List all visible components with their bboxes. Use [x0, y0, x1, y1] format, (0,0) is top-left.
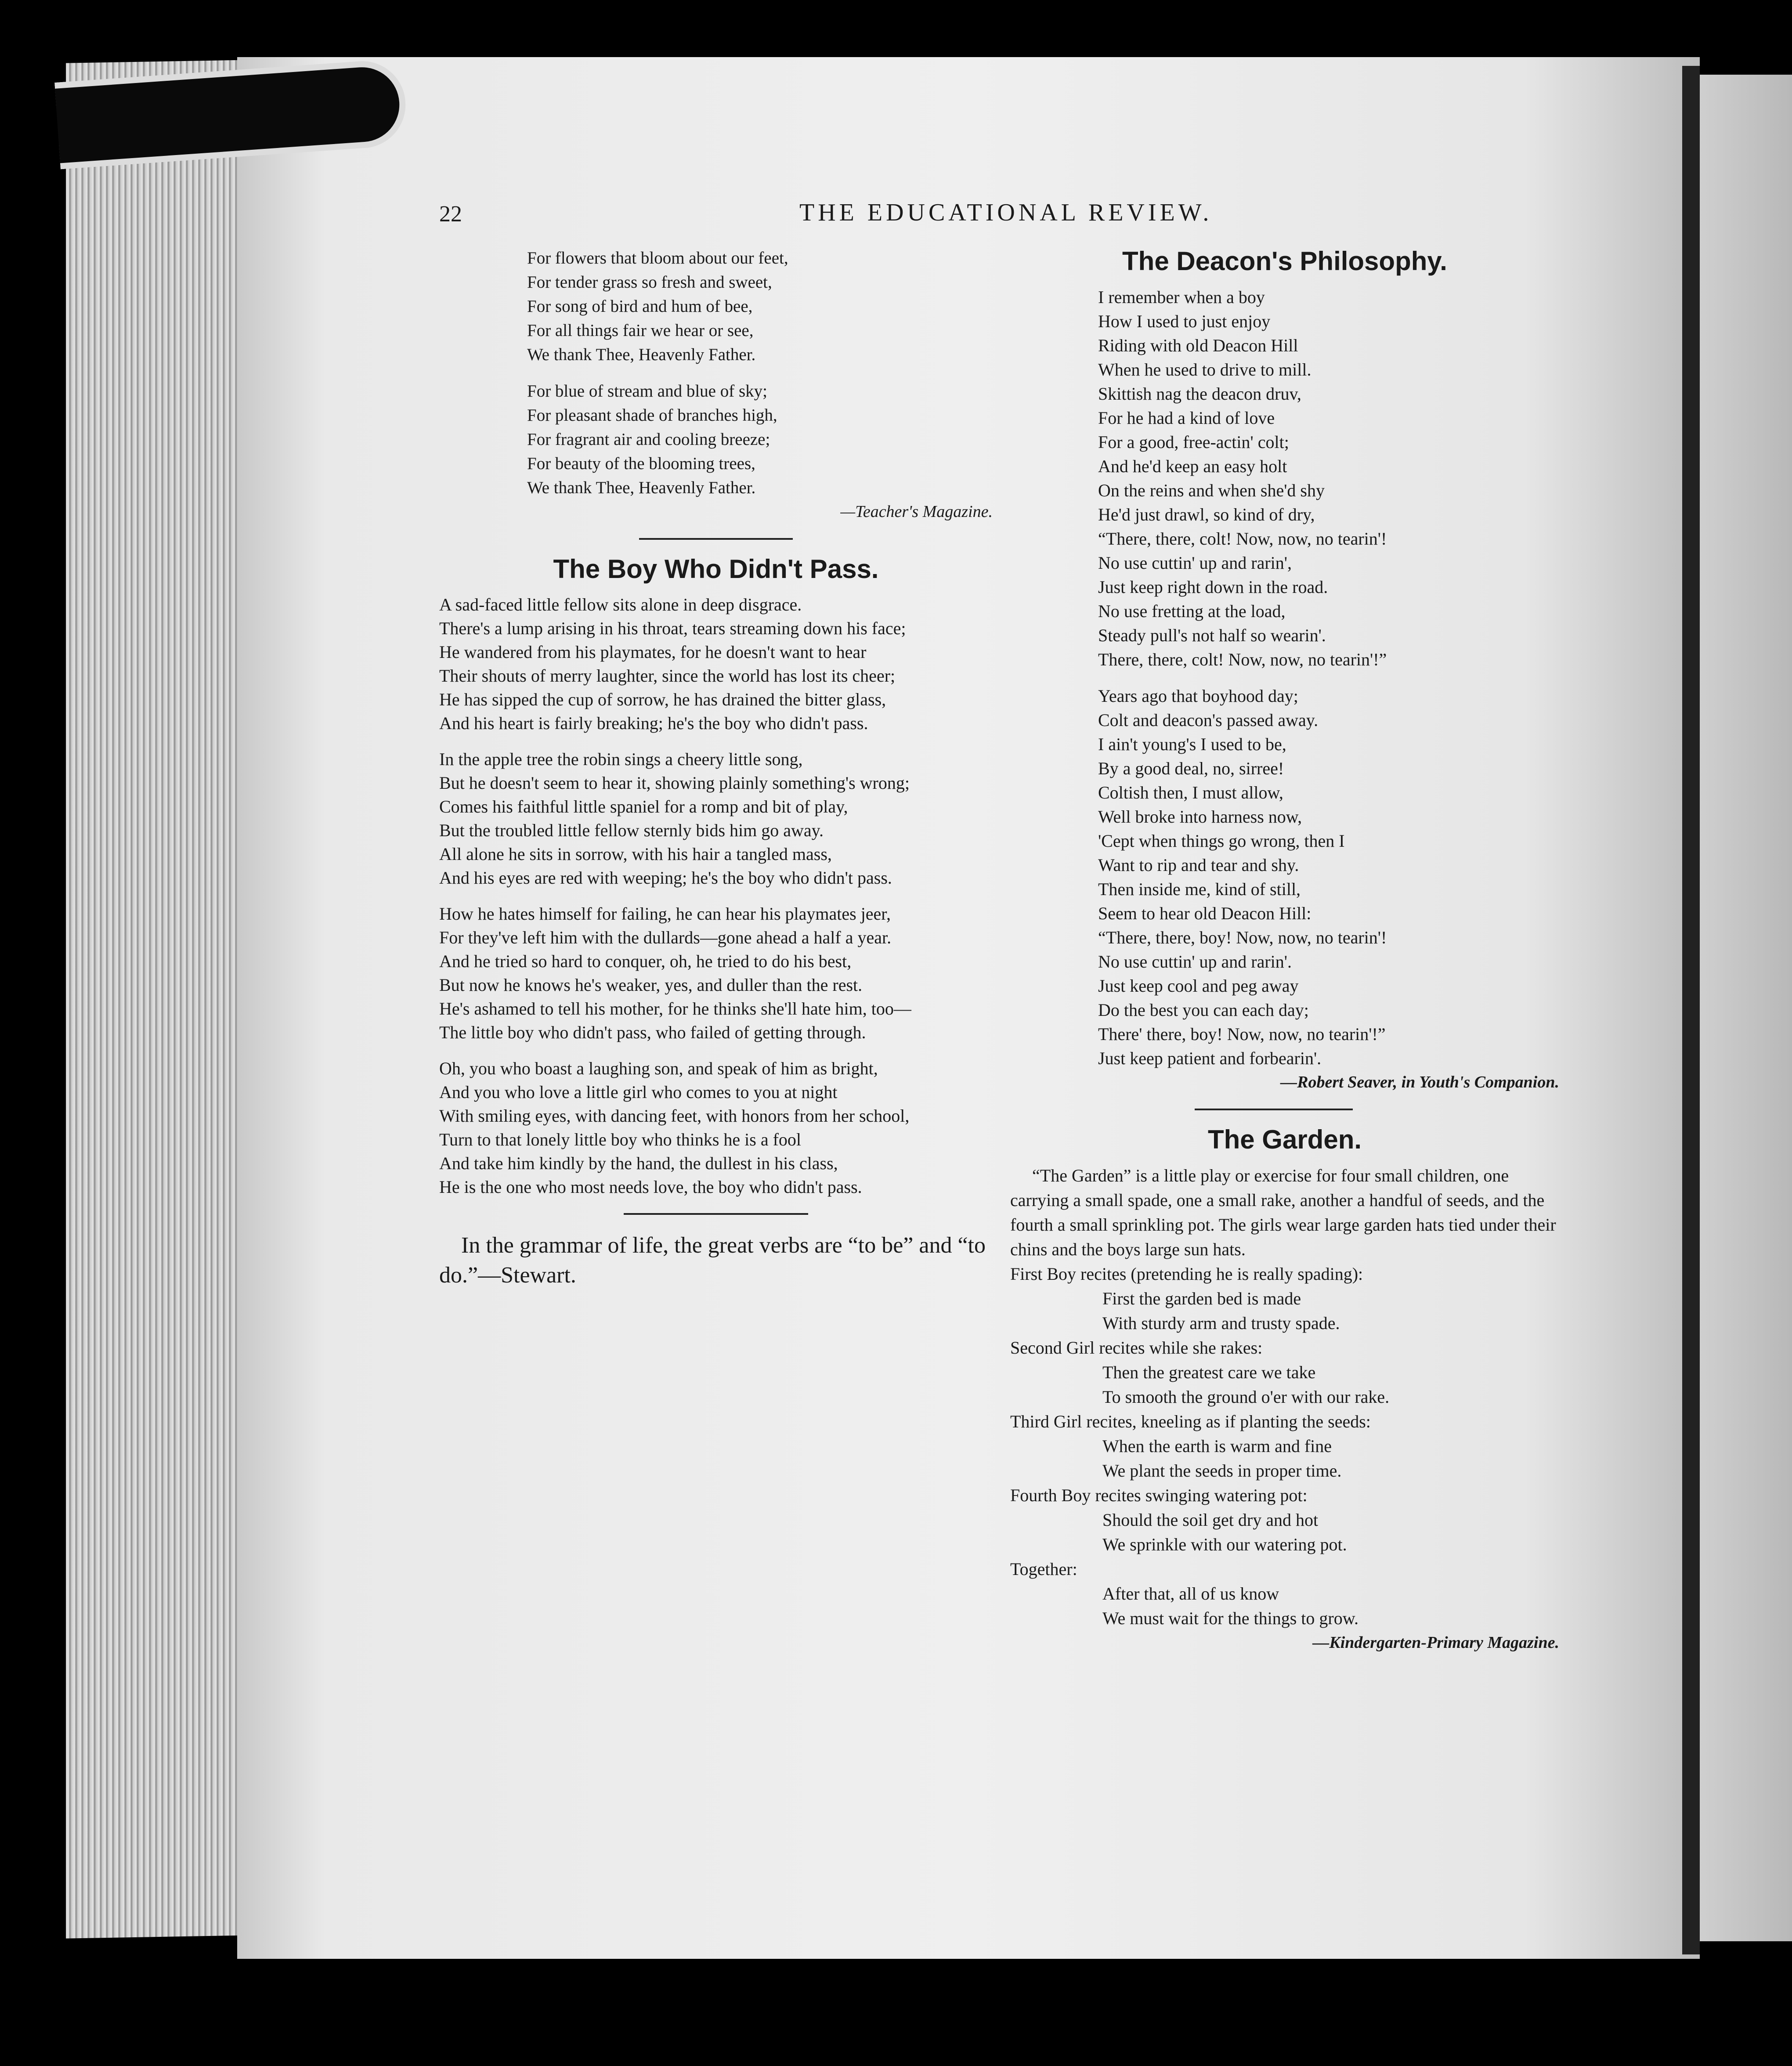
garden-attribution: —Kindergarten-Primary Magazine.: [1312, 1633, 1559, 1652]
verse-line: Then inside me, kind of still,: [1098, 879, 1301, 899]
verse-line: Just keep patient and forbearin'.: [1098, 1048, 1322, 1068]
verse-line: Just keep cool and peg away: [1098, 976, 1299, 996]
verse-line: Steady pull's not half so wearin'.: [1098, 625, 1326, 645]
verse-line: All alone he sits in sorrow, with his hair a tangled mass,: [439, 844, 832, 864]
verse-line: How I used to just enjoy: [1098, 311, 1271, 331]
verse-line: When the earth is warm and fine: [1102, 1436, 1332, 1456]
recitation: [1010, 1582, 1559, 1631]
book-gutter: [1682, 66, 1700, 1954]
verse-line: “There, there, colt! Now, now, no tearin'!: [1098, 529, 1387, 549]
verse-line: For fragrant air and cooling breeze;: [527, 430, 770, 449]
verse-line: He wandered from his playmates, for he doesn't want to hear: [439, 642, 867, 662]
thanks-attribution: —Teacher's Magazine.: [840, 502, 993, 521]
boy-poem-title: The Boy Who Didn't Pass.: [553, 554, 879, 584]
verse-line: And you who love a little girl who comes to you at night: [439, 1082, 838, 1102]
garden-intro: “The Garden” is a little play or exercise for four small children, one carrying a small spade, one a small rake, another a handful of seeds, and the fourth a small sprinkling pot. The girls wear large garden hats tied under their chins and the boys large sun hats.: [1010, 1166, 1556, 1259]
verse-line: But he doesn't seem to hear it, showing plainly something's wrong;: [439, 773, 910, 793]
verse-line: I remember when a boy: [1098, 287, 1265, 307]
verse-line: For song of bird and hum of bee,: [527, 297, 753, 316]
verse-line: For a good, free-actin' colt;: [1098, 432, 1289, 452]
verse-line: With smiling eyes, with dancing feet, with honors from her school,: [439, 1106, 910, 1126]
verse-line: There, there, colt! Now, now, no tearin'!”: [1098, 650, 1387, 669]
verse-line: Coltish then, I must allow,: [1098, 783, 1283, 802]
verse-line: He is the one who most needs love, the boy who didn't pass.: [439, 1177, 862, 1197]
deacon-stanza: [1098, 684, 1559, 1070]
verse-line: I ain't young's I used to be,: [1098, 734, 1286, 754]
verse-line: And take him kindly by the hand, the dullest in his class,: [439, 1153, 838, 1173]
verse-line: When he used to drive to mill.: [1098, 360, 1311, 379]
verse-line: But the troubled little fellow sternly bids him go away.: [439, 820, 824, 840]
verse-line: For he had a kind of love: [1098, 408, 1275, 428]
verse-line: On the reins and when she'd shy: [1098, 480, 1325, 500]
deacon-stanza: [1098, 285, 1559, 672]
verse-line: How he hates himself for failing, he can hear his playmates jeer,: [439, 904, 891, 924]
verse-line: 'Cept when things go wrong, then I: [1098, 831, 1345, 851]
boy-stanza: [439, 748, 993, 890]
verse-line: Turn to that lonely little boy who thinks he is a fool: [439, 1130, 802, 1149]
page-edges: [66, 60, 250, 1938]
section-divider: [1195, 1109, 1353, 1110]
verse-line: For blue of stream and blue of sky;: [527, 382, 767, 401]
verse-line: The little boy who didn't pass, who failed of getting through.: [439, 1022, 866, 1042]
verse-line: Their shouts of merry laughter, since the world has lost its cheer;: [439, 666, 896, 686]
deacon-attribution: —Robert Seaver, in Youth's Companion.: [1280, 1073, 1559, 1091]
verse-line: A sad-faced little fellow sits alone in deep disgrace.: [439, 595, 802, 614]
verse-line: Colt and deacon's passed away.: [1098, 710, 1319, 730]
verse-line: In the apple tree the robin sings a cheery little song,: [439, 749, 803, 769]
deacon-poem-title: The Deacon's Philosophy.: [1122, 246, 1447, 276]
page-number: 22: [439, 202, 462, 227]
speaker-cue: Fourth Boy recites swinging watering pot:: [1010, 1485, 1308, 1505]
verse-line: There' there, boy! Now, now, no tearin'!”: [1098, 1024, 1386, 1044]
verse-line: He has sipped the cup of sorrow, he has drained the bitter glass,: [439, 690, 886, 709]
verse-line: Do the best you can each day;: [1098, 1000, 1309, 1020]
verse-line: Just keep right down in the road.: [1098, 577, 1328, 597]
verse-line: And he tried so hard to conquer, oh, he tried to do his best,: [439, 951, 852, 971]
verse-line: No use cuttin' up and rarin',: [1098, 553, 1292, 573]
verse-line: By a good deal, no, sirree!: [1098, 758, 1284, 778]
verse-line: For all things fair we hear or see,: [527, 321, 754, 340]
verse-line: Then the greatest care we take: [1102, 1362, 1316, 1382]
recitation: [1010, 1508, 1559, 1557]
garden-title: The Garden.: [1207, 1125, 1362, 1154]
section-divider: [639, 538, 793, 540]
boy-stanza: [439, 902, 993, 1044]
verse-line: Skittish nag the deacon druv,: [1098, 384, 1301, 404]
boy-stanza: [439, 1057, 993, 1199]
thanks-stanza: [527, 379, 993, 500]
verse-line: “There, there, boy! Now, now, no tearin'!: [1098, 928, 1387, 947]
verse-line: Want to rip and tear and shy.: [1098, 855, 1299, 875]
verse-line: For pleasant shade of branches high,: [527, 406, 777, 425]
section-divider: [624, 1213, 808, 1215]
deacon-poem: [1010, 285, 1559, 1094]
verse-line: Oh, you who boast a laughing son, and speak of him as bright,: [439, 1058, 878, 1078]
verse-line: He'd just drawl, so kind of dry,: [1098, 505, 1315, 524]
recitation: [1010, 1434, 1559, 1483]
verse-line: And his heart is fairly breaking; he's the boy who didn't pass.: [439, 713, 868, 733]
speaker-cue: Second Girl recites while she rakes:: [1010, 1338, 1263, 1358]
verse-line: Should the soil get dry and hot: [1102, 1510, 1319, 1530]
garden-recitations: [1010, 1262, 1559, 1655]
verse-line: For tender grass so fresh and sweet,: [527, 273, 772, 292]
verse-line: We sprinkle with our watering pot.: [1102, 1535, 1347, 1554]
verse-line: Years ago that boyhood day;: [1098, 686, 1298, 706]
verse-line: Seem to hear old Deacon Hill:: [1098, 903, 1311, 923]
thanks-poem: [439, 246, 993, 524]
recitation: [1010, 1360, 1559, 1409]
left-column: [439, 246, 993, 1290]
running-head: THE EDUCATIONAL REVIEW.: [799, 199, 1213, 226]
verse-line: For they've left him with the dullards—gone ahead a half a year.: [439, 928, 892, 947]
boy-stanza: [439, 593, 993, 735]
verse-line: Well broke into harness now,: [1098, 807, 1302, 827]
verse-line: To smooth the ground o'er with our rake.: [1102, 1387, 1390, 1407]
verse-line: There's a lump arising in his throat, tears streaming down his face;: [439, 618, 906, 638]
verse-line: No use cuttin' up and rarin'.: [1098, 952, 1292, 972]
right-column: [1010, 246, 1559, 1655]
verse-line: After that, all of us know: [1102, 1584, 1279, 1604]
verse-line: We thank Thee, Heavenly Father.: [527, 345, 756, 364]
speaker-cue: Together:: [1010, 1559, 1077, 1579]
speaker-cue: Third Girl recites, kneeling as if planting the seeds:: [1010, 1412, 1371, 1431]
next-page-edge: [1700, 75, 1792, 1941]
verse-line: No use fretting at the load,: [1098, 601, 1286, 621]
verse-line: Comes his faithful little spaniel for a romp and bit of play,: [439, 797, 848, 816]
verse-line: He's ashamed to tell his mother, for he thinks she'll hate him, too—: [439, 999, 911, 1019]
verse-line: And he'd keep an easy holt: [1098, 456, 1287, 476]
verse-line: For beauty of the blooming trees,: [527, 454, 755, 473]
thanks-stanza: [527, 246, 993, 367]
stewart-quote: In the grammar of life, the great verbs are “to be” and “to do.”—Stewart.: [439, 1233, 986, 1288]
boy-poem: [439, 593, 993, 1199]
speaker-cue: First Boy recites (pretending he is really spading):: [1010, 1264, 1363, 1284]
verse-line: We thank Thee, Heavenly Father.: [527, 478, 756, 497]
verse-line: Riding with old Deacon Hill: [1098, 336, 1298, 355]
verse-line: We plant the seeds in proper time.: [1102, 1461, 1342, 1481]
verse-line: But now he knows he's weaker, yes, and duller than the rest.: [439, 975, 863, 995]
verse-line: For flowers that bloom about our feet,: [527, 249, 788, 267]
verse-line: We must wait for the things to grow.: [1102, 1608, 1358, 1628]
recitation: [1010, 1286, 1559, 1336]
verse-line: With sturdy arm and trusty spade.: [1102, 1313, 1340, 1333]
verse-line: And his eyes are red with weeping; he's the boy who didn't pass.: [439, 868, 892, 888]
verse-line: First the garden bed is made: [1102, 1289, 1301, 1308]
